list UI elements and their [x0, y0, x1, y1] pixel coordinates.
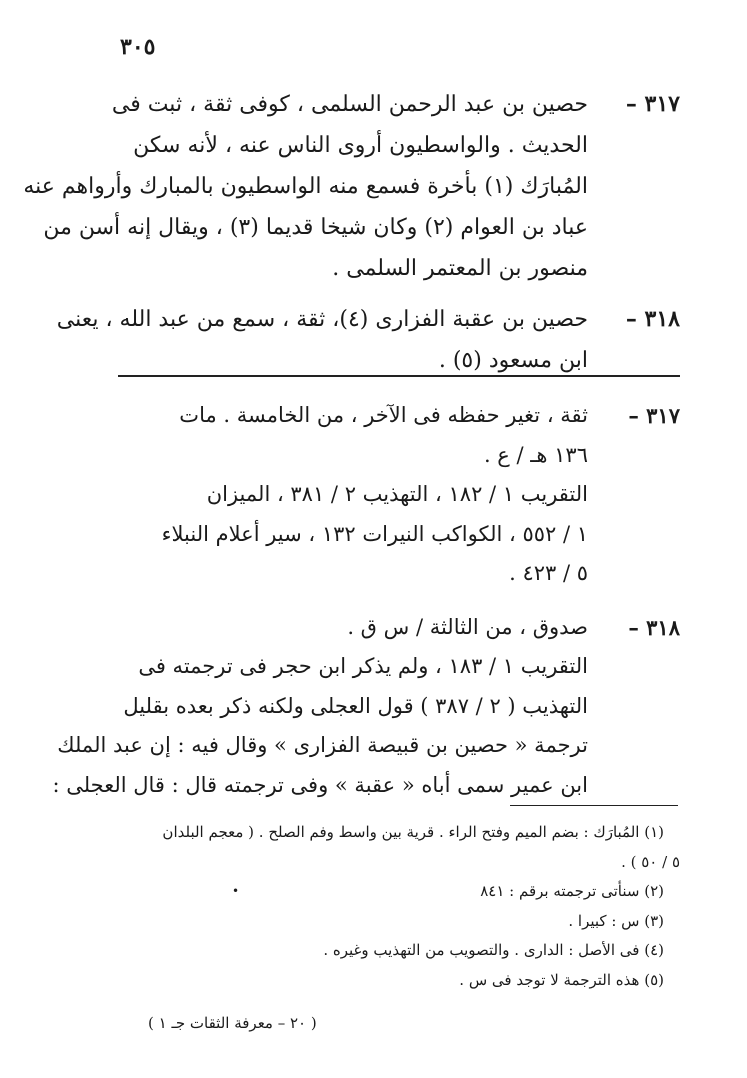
entry-number: ٣١٨ –: [625, 306, 680, 332]
note-318: [52, 608, 680, 806]
note-number: ٣١٨ –: [628, 614, 680, 640]
footnote-1-continuation: ٥ / ٥٠ ) .: [621, 852, 680, 871]
footnote-4: (٤) فى الأصل : الدارى . والتصويب من التهذيب وغيره .: [323, 941, 664, 959]
note-line: ابن عمير سمى أباه « عقبة » وفى ترجمته قال : قال العجلى :: [52, 772, 588, 797]
entry-318: [56, 299, 680, 381]
entry-number: ٣١٧ –: [625, 91, 680, 117]
print-speck: •: [232, 884, 240, 898]
entry-line: الحديث . والواسطيون أروى الناس عنه ، لأنه سكن: [133, 133, 588, 158]
signature-footer: ( ٢٠ – معرفة الثقات جـ ١ ): [148, 1014, 317, 1032]
footnote-3: (٣) س : كبيرا .: [568, 911, 664, 930]
page-number: ٣٠٥: [120, 34, 156, 60]
note-line: ٥ / ٤٢٣ .: [509, 561, 588, 585]
section-divider: [118, 375, 680, 377]
footnote-5: (٥) هذه الترجمة لا توجد فى س .: [459, 970, 664, 989]
editor-notes: [52, 396, 680, 819]
main-text: [23, 84, 680, 391]
note-number: ٣١٧ –: [628, 403, 680, 428]
note-line: التقريب ١ / ١٨٢ ، التهذيب ٢ / ٣٨١ ، الميزان: [206, 482, 588, 506]
note-line: التقريب ١ / ١٨٣ ، ولم يذكر ابن حجر فى ترجمته فى: [138, 654, 588, 678]
footnotes: [118, 818, 680, 995]
entry-line: حصين بن عقبة الفزارى (٤)، ثقة ، سمع من عبد الله ، يعنى: [56, 307, 588, 332]
note-line: ثقة ، تغير حفظه فى الآخر ، من الخامسة . مات: [179, 403, 588, 427]
note-line: صدوق ، من الثالثة / س ق .: [347, 614, 588, 639]
note-line: ١٣٦ هـ / ع .: [483, 442, 588, 467]
entry-line: منصور بن المعتمر السلمى .: [332, 256, 588, 281]
entry-line: عباد بن العوام (٢) وكان شيخا قديما (٣) ، ويقال إنه أسن من: [43, 215, 588, 240]
note-line: ١ / ٥٥٢ ، الكواكب النيرات ١٣٢ ، سير أعلام النبلاء: [161, 521, 588, 546]
entry-317: [23, 84, 680, 289]
note-line: التهذيب ( ٢ / ٣٨٧ ) قول العجلى ولكنه ذكر بعده بقليل: [123, 693, 588, 718]
entry-line: حصين بن عبد الرحمن السلمى ، كوفى ثقة ، ثبت فى: [111, 92, 588, 117]
footnote-2: (٢) سنأتى ترجمته برقم : ٨٤١: [480, 882, 664, 900]
entry-line: المُبارَك (١) بأخرة فسمع منه الواسطيون بالمبارك وأرواهم عنه: [23, 174, 588, 199]
footnote-divider: [510, 805, 678, 806]
footnote-1: (١) المُبارَك : بضم الميم وفتح الراء . قرية بين واسط وفم الصلح . ( معجم البلدان: [162, 823, 664, 841]
entry-line: ابن مسعود (٥) .: [438, 348, 588, 373]
note-line: ترجمة « حصين بن قبيصة الفزارى » وقال فيه : إن عبد الملك: [57, 733, 588, 757]
note-317: [118, 396, 680, 594]
